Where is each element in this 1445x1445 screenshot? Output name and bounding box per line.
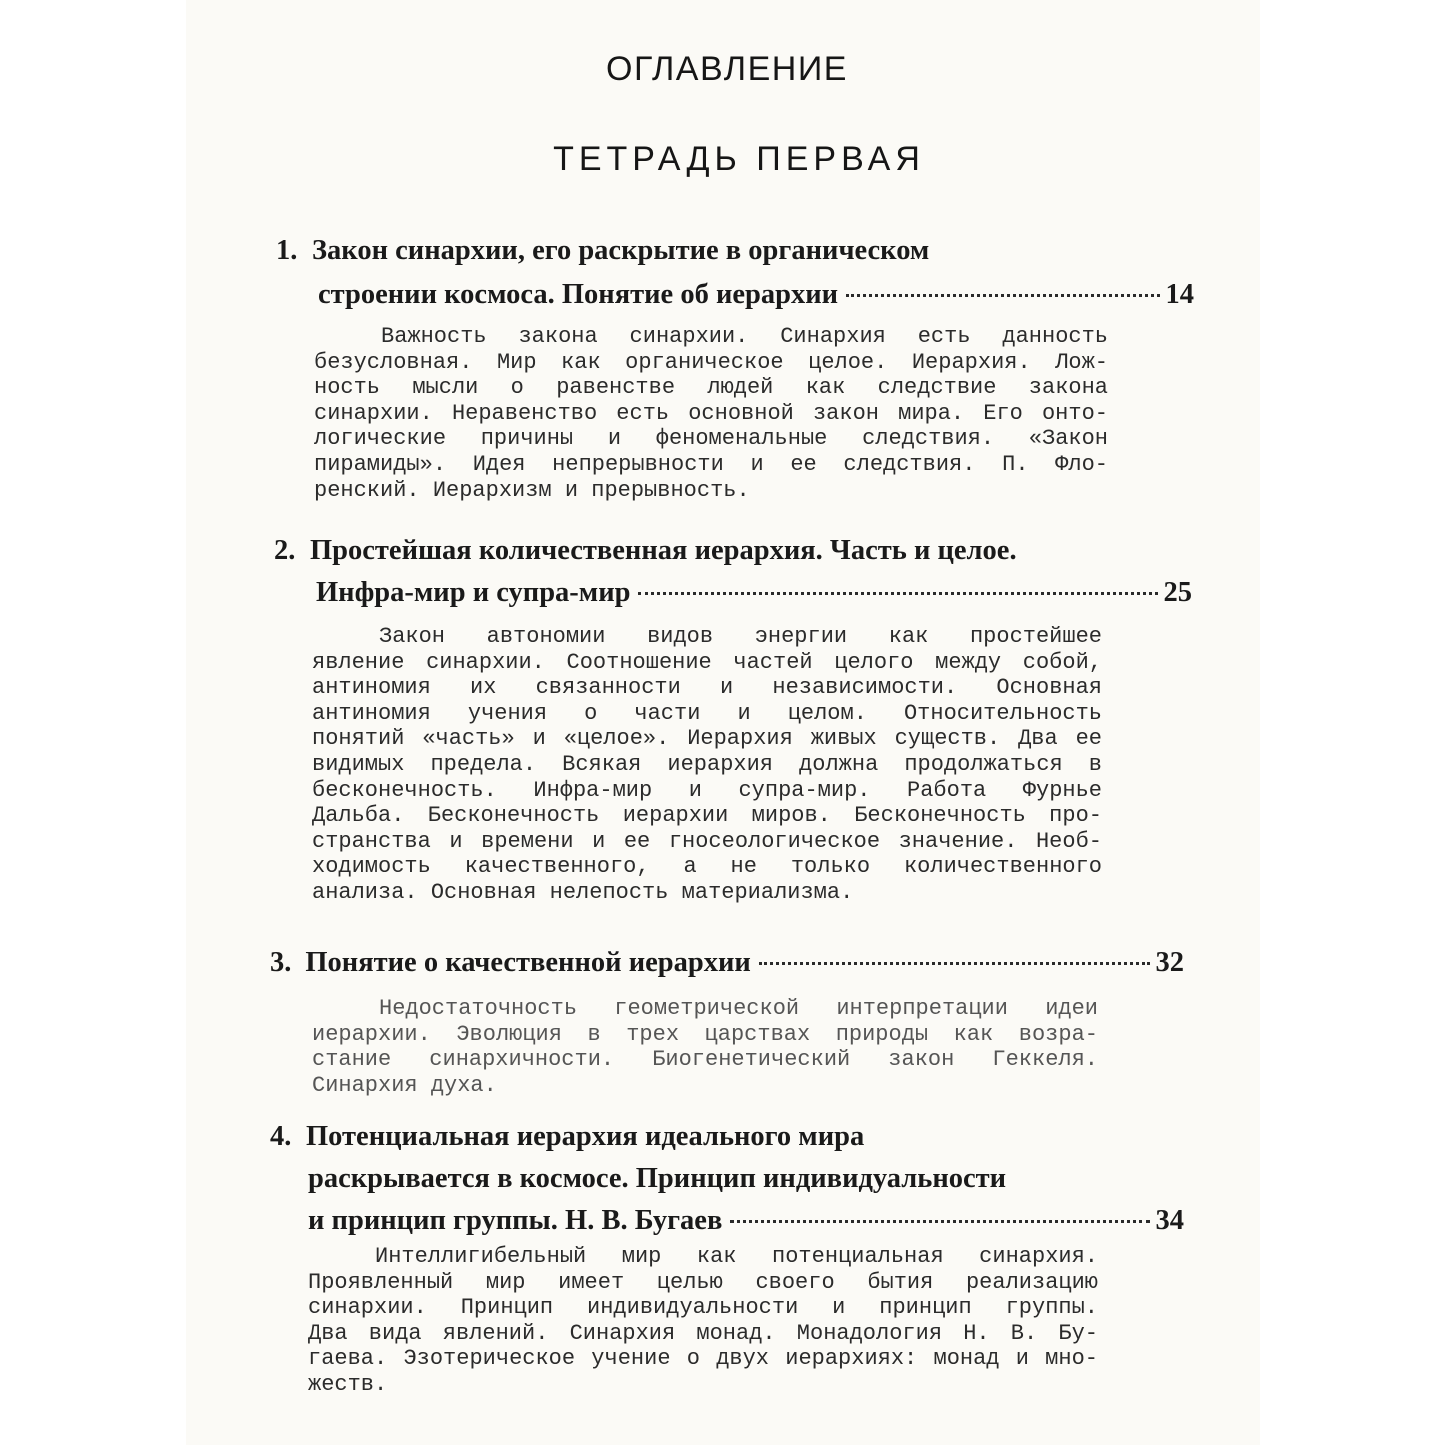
entry-heading xyxy=(270,1118,1190,1238)
entry-heading xyxy=(276,232,1196,312)
entry-heading xyxy=(274,532,1194,612)
description-line: безусловная. Мир как органическое целое. Иерархия. Лож- xyxy=(314,349,1108,375)
entry-page-number: 14 xyxy=(1165,279,1194,310)
description-line: ренский. Иерархизм и прерывность. xyxy=(314,477,750,503)
description-line: Важность закона синархии. Синархия есть данность xyxy=(381,324,1108,349)
entry-description xyxy=(308,1244,1098,1398)
description-line: анализа. Основная нелепость материализма. xyxy=(312,879,854,905)
entry-title-line: раскрывается в космосе. Принцип индивидуальности xyxy=(308,1163,1007,1194)
description-line: синархии. Неравенство есть основной закон мира. Его онто- xyxy=(314,400,1108,426)
description-line: Недостаточность геометрической интерпретации идеи xyxy=(379,996,1098,1021)
description-line: странства и времени и ее гносеологическое значение. Необ- xyxy=(312,828,1102,854)
book-page xyxy=(186,0,1260,1445)
description-line: видимых предела. Всякая иерархия должна продолжаться в xyxy=(312,751,1102,777)
entry-description xyxy=(312,996,1098,1098)
description-line: гаева. Эзотерическое учение о двух иерархиях: монад и мно- xyxy=(308,1346,1098,1372)
description-line: антиномия учения о части и целом. Относительность xyxy=(312,700,1102,726)
entry-title-leader-line xyxy=(308,1202,1184,1239)
entry-description xyxy=(312,624,1102,906)
description-line: жеств. xyxy=(308,1371,388,1397)
description-line: бесконечность. Инфра-мир и супра-мир. Работа Фурнье xyxy=(312,777,1102,803)
description-line: явление синархии. Соотношение частей целого между собой, xyxy=(312,649,1102,675)
description-line: Дальба. Бесконечность иерархии миров. Бесконечность про- xyxy=(312,803,1102,829)
entry-page-number: 32 xyxy=(1155,947,1184,978)
description-line: Проявленный мир имеет целью своего бытия реализацию xyxy=(308,1269,1098,1295)
entry-title-leader-line xyxy=(270,944,1184,981)
dot-leader xyxy=(730,1220,1149,1223)
entry-title-line: Понятие о качественной иерархии xyxy=(305,947,751,978)
entry-page-number: 25 xyxy=(1163,577,1192,608)
entry-title-line: Закон синархии, его раскрытие в органическом xyxy=(312,235,930,266)
entry-title-line: и принцип группы. Н. В. Бугаев xyxy=(308,1205,723,1236)
page-title: ОГЛАВЛЕНИЕ xyxy=(606,50,848,88)
entry-title-line: Инфра-мир и супра-мир xyxy=(316,577,631,608)
description-line: Синархия духа. xyxy=(312,1072,497,1098)
description-line: стание синархичности. Биогенетический закон Геккеля. xyxy=(312,1047,1098,1073)
description-line: ходимость качественного, а не только количественного xyxy=(312,854,1102,880)
entry-page-number: 34 xyxy=(1155,1205,1184,1236)
page-subtitle: ТЕТРАДЬ ПЕРВАЯ xyxy=(553,140,925,178)
description-line: иерархии. Эволюция в трех царствах природы как возра- xyxy=(312,1021,1098,1047)
description-line: понятий «часть» и «целое». Иерархия живых существ. Два ее xyxy=(312,726,1102,752)
description-line: Два вида явлений. Синархия монад. Монадология Н. В. Бу- xyxy=(308,1320,1098,1346)
entry-description xyxy=(314,324,1108,503)
description-line: Закон автономии видов энергии как простейшее xyxy=(379,624,1102,649)
entry-title-line: строении космоса. Понятие об иерархии xyxy=(318,279,839,310)
description-line: антиномия их связанности и независимости. Основная xyxy=(312,675,1102,701)
dot-leader xyxy=(638,592,1157,595)
description-line: ность мысли о равенстве людей как следствие закона xyxy=(314,375,1108,401)
description-line: синархии. Принцип индивидуальности и принцип группы. xyxy=(308,1295,1098,1321)
entry-title-leader-line xyxy=(316,574,1192,611)
description-line: Интеллигибельный мир как потенциальная синархия. xyxy=(375,1244,1098,1269)
dot-leader xyxy=(846,294,1159,297)
dot-leader xyxy=(759,962,1150,965)
description-line: пирамиды». Идея непрерывности и ее следствия. П. Фло- xyxy=(314,451,1108,477)
entry-number: 4. xyxy=(270,1121,292,1152)
description-line: логические причины и феноменальные следствия. «Закон xyxy=(314,426,1108,452)
entry-heading xyxy=(270,944,1190,984)
entry-number: 1. xyxy=(276,235,298,266)
entry-title-line: Простейшая количественная иерархия. Часть и целое. xyxy=(310,535,1017,566)
entry-number: 3. xyxy=(270,947,292,978)
entry-title-leader-line xyxy=(318,276,1194,313)
entry-number: 2. xyxy=(274,535,296,566)
entry-title-line: Потенциальная иерархия идеального мира xyxy=(306,1121,865,1152)
